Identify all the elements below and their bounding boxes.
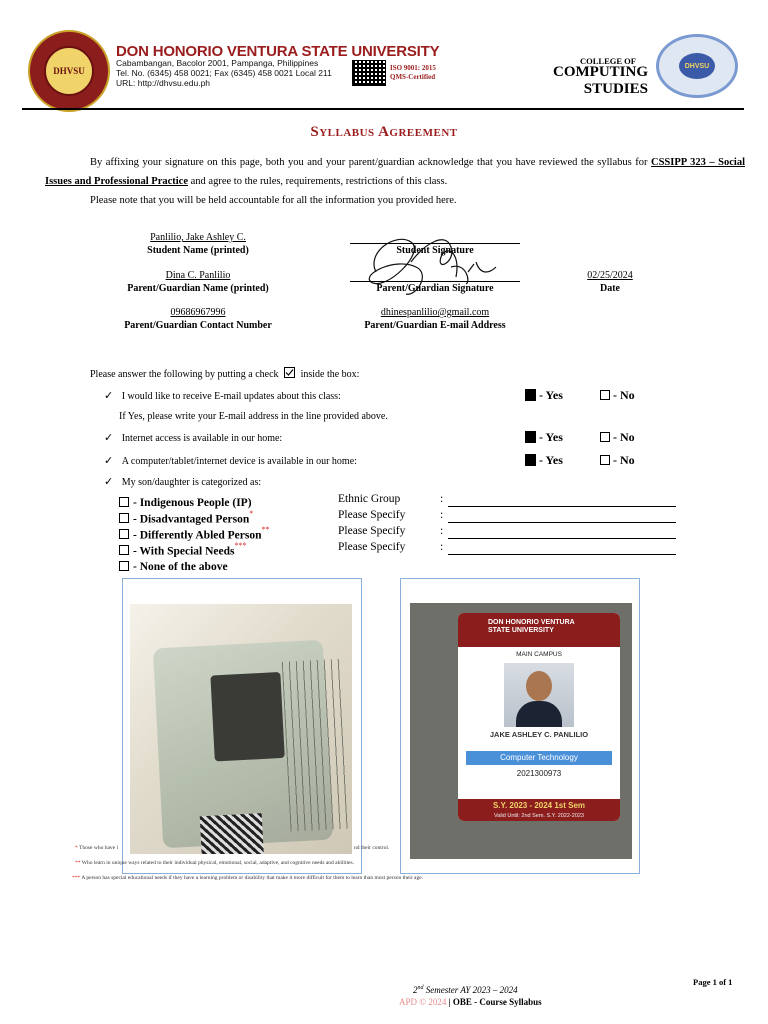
instruction-end: inside the box: <box>300 369 360 380</box>
school-id-program: Computer Technology <box>466 751 612 765</box>
university-name: DON HONORIO VENTURA STATE UNIVERSITY <box>116 43 440 60</box>
q2-text: Internet access is available in our home: <box>121 433 283 444</box>
college-name <box>540 64 648 98</box>
iso-certification: ISO 9001: 2015 <box>390 64 436 72</box>
category-label: - None of the above <box>133 561 228 573</box>
school-id-portrait <box>504 663 574 727</box>
footnote-1 <box>75 845 118 851</box>
q1-yes-option[interactable] <box>525 388 563 403</box>
intro-text-start: By affixing your signature on this page, both you and your parent/guardian acknowledge that you have reviewed the syllabus for <box>90 157 651 168</box>
q3-no-option[interactable] <box>600 453 635 468</box>
q3-text: A computer/tablet/internet device is available in our home: <box>121 456 357 467</box>
parent-name-label: Parent/Guardian Name (printed) <box>127 283 269 294</box>
q3-yes-option[interactable] <box>525 453 563 468</box>
parent-signature-line[interactable] <box>350 281 520 282</box>
school-id-university-line1: DON HONORIO VENTURA <box>488 619 575 626</box>
checkmark-icon: ✓ <box>104 432 114 444</box>
email-value: dhinespanlilio@gmail.com <box>380 307 490 318</box>
semester-suffix: nd <box>417 985 424 991</box>
empty-checkbox-icon <box>119 513 129 523</box>
filled-checkbox-icon <box>525 454 536 466</box>
q1-row <box>104 389 341 402</box>
footnote-1-mark: * <box>75 845 78 851</box>
category-colon: : <box>440 525 444 537</box>
category-spec-label: Please Specify <box>338 509 406 521</box>
parent-signature-label: Parent/Guardian Signature <box>376 283 494 294</box>
checkmark-icon: ✓ <box>104 476 114 488</box>
q1-text: I would like to receive E-mail updates about this class: <box>121 391 341 402</box>
parent-name-value: Dina C. Panlilio <box>165 270 231 281</box>
student-name-value: Panlilio, Jake Ashley C. <box>150 232 246 243</box>
category-answer-line[interactable] <box>448 512 676 523</box>
footnote-1-text: Those who have l <box>79 845 118 851</box>
footnote-3-mark: *** <box>72 875 81 881</box>
q3-row <box>104 454 357 467</box>
q1-no-option[interactable] <box>600 388 635 403</box>
intro-text-end: and agree to the rules, requirements, restrictions of this class. <box>188 176 448 187</box>
school-id-school-year: S.Y. 2023 - 2024 1st Sem <box>458 799 620 821</box>
school-id-name: JAKE ASHLEY C. PANLILIO <box>489 730 589 739</box>
college-logo-center: DHVSU <box>679 53 715 79</box>
university-phone: Tel. No. (6345) 458 0021; Fax (6345) 458 0021 Local 211 <box>116 68 332 78</box>
contact-number-label: Parent/Guardian Contact Number <box>124 320 272 331</box>
category-answer-line[interactable] <box>448 544 676 555</box>
q2-yes-option[interactable] <box>525 430 563 445</box>
school-id-university <box>488 619 575 635</box>
empty-checkbox-icon <box>119 529 129 539</box>
category-spec-label: Ethnic Group <box>338 493 401 505</box>
category-colon: : <box>440 541 444 553</box>
university-seal-center: DHVSU <box>44 46 94 96</box>
email-label: Parent/Guardian E-mail Address <box>364 320 506 331</box>
student-name-label: Student Name (printed) <box>147 245 249 256</box>
q2-row <box>104 431 282 444</box>
q3-no-label: - No <box>613 453 635 467</box>
qr-code-icon <box>352 60 386 86</box>
school-id-validity: Valid Until: 2nd Sem. S.Y. 2022-2023 <box>494 813 584 819</box>
accountability-note: Please note that you will be held accountable for all the information you provided here. <box>90 195 457 206</box>
portrait-body <box>516 701 562 727</box>
check-instruction <box>90 367 359 380</box>
q4-row <box>104 475 261 488</box>
date-value: 02/25/2024 <box>587 270 633 281</box>
category-answer-line[interactable] <box>448 496 676 507</box>
school-id-banner <box>458 613 620 647</box>
category-spec-label: Please Specify <box>338 525 406 537</box>
filled-checkbox-icon <box>525 431 536 443</box>
category-colon: : <box>440 509 444 521</box>
category-marker: *** <box>234 541 247 550</box>
school-id-card <box>458 613 620 821</box>
footnote-2-text: Who learn in unique ways related to their individual physical, emotional, social, adaptive, and cognitive needs and abilities. <box>81 860 354 866</box>
course-title: CSSIPP 323 – Social Issues and Professional Practice <box>45 157 745 187</box>
college-name-line1: COMPUTING <box>553 64 648 80</box>
q1-note: If Yes, please write your E-mail address in the line provided above. <box>119 411 388 422</box>
category-spec-label: Please Specify <box>338 541 406 553</box>
q3-yes-label: - Yes <box>539 453 563 467</box>
qms-certification: QMS-Certified <box>390 73 436 81</box>
category-answer-line[interactable] <box>448 528 676 539</box>
q2-no-label: - No <box>613 430 635 444</box>
instruction-start: Please answer the following by putting a check <box>90 369 279 380</box>
empty-checkbox-icon <box>119 545 129 555</box>
school-id-campus: MAIN CAMPUS <box>516 651 562 658</box>
voter-id-portrait <box>210 672 284 762</box>
checkmark-icon: ✓ <box>104 390 114 402</box>
empty-checkbox-icon <box>119 561 129 571</box>
semester-line <box>413 985 518 995</box>
empty-checkbox-icon <box>600 432 610 442</box>
checkbox-checked-icon <box>284 367 295 378</box>
category-label: - Differently Abled Person <box>133 529 262 542</box>
q4-text: My son/daughter is categorized as: <box>121 477 262 488</box>
category-colon: : <box>440 493 444 505</box>
voter-id-text-lines <box>282 659 351 832</box>
footnote-1-tail: nd their control. <box>354 845 390 851</box>
filled-checkbox-icon <box>525 389 536 401</box>
header-divider <box>22 108 744 110</box>
university-address: Cabambangan, Bacolor 2001, Pampanga, Philippines <box>116 58 319 68</box>
date-label: Date <box>600 283 620 294</box>
footnote-3-text: A person has special educational needs if they have a learning problem or disability that make it more difficult for them to learn than most person their age. <box>81 875 424 881</box>
q1-yes-label: - Yes <box>539 388 563 402</box>
category-marker: ** <box>261 525 270 534</box>
contact-number-value: 09686967996 <box>170 307 226 318</box>
school-id-number: 2021300973 <box>516 769 562 778</box>
category-label: - With Special Needs <box>133 545 235 558</box>
student-signature-label: Student Signature <box>396 245 474 256</box>
college-name-line2: STUDIES <box>583 81 648 97</box>
college-logo <box>656 34 738 98</box>
checkmark-icon: ✓ <box>104 455 114 467</box>
category-label: - Indigenous People (IP) <box>133 497 252 509</box>
page-number: Page 1 of 1 <box>693 977 733 987</box>
apd-line <box>399 997 542 1007</box>
category-row[interactable] <box>119 557 228 575</box>
voter-id-photo <box>130 604 352 854</box>
university-seal-logo <box>28 30 110 112</box>
university-url: URL: http://dhvsu.edu.ph <box>116 78 211 88</box>
q2-no-option[interactable] <box>600 430 635 445</box>
footnote-2 <box>75 860 354 866</box>
q2-yes-label: - Yes <box>539 430 563 444</box>
apd-doc-type: | OBE - Course Syllabus <box>446 997 542 1007</box>
school-id-photo <box>410 603 632 859</box>
empty-checkbox-icon <box>600 390 610 400</box>
voter-id-card <box>153 640 333 849</box>
category-label: - Disadvantaged Person <box>133 513 250 526</box>
footnote-2-mark: ** <box>75 860 81 866</box>
school-id-university-line2: STATE UNIVERSITY <box>488 627 554 634</box>
semester-text: Semester AY 2023 – 2024 <box>423 985 518 995</box>
college-of-label: COLLEGE OF <box>580 56 636 66</box>
empty-checkbox-icon <box>119 497 129 507</box>
q1-no-label: - No <box>613 388 635 402</box>
footnote-3 <box>72 875 423 881</box>
intro-paragraph <box>45 153 745 191</box>
page-title: Syllabus Agreement <box>310 124 458 140</box>
category-marker: * <box>249 509 254 518</box>
voter-id-qr-icon <box>200 813 265 854</box>
empty-checkbox-icon <box>600 455 610 465</box>
semester-number: 2 <box>413 985 418 995</box>
apd-copyright: APD © 2024 <box>399 997 447 1007</box>
portrait-face <box>526 671 552 701</box>
